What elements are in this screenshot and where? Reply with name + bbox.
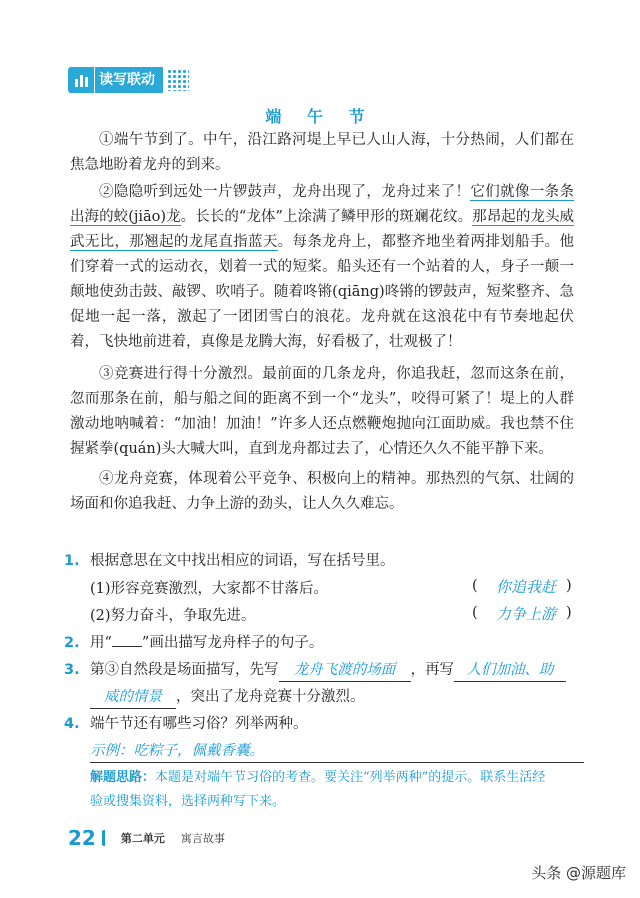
question-1-sub-2: (2)努力奋斗，争取先进。 [90, 608, 256, 624]
dots-decoration [167, 69, 189, 91]
question-3: 3. 第③自然段是场面描写，先写 龙舟飞渡的场面 ，再写 人们加油、助 [64, 659, 584, 682]
question-1: 1. 根据意思在文中找出相应的词语，写在括号里。 [64, 553, 395, 569]
answer-3-b: 人们加油、助 [454, 659, 566, 682]
book-icon [68, 67, 94, 93]
unit-label: 第二单元 [120, 832, 165, 845]
answer-3-b-cont: 威的情景 [90, 686, 176, 709]
answer-4: 示例：吃粽子，佩戴香囊。 [90, 743, 264, 759]
solution-tip: 解题思路：本题是对端午节习俗的考查。要关注“列举两种”的提示。联系生活经 验或搜集资料，选择两种写下来。 [90, 770, 546, 809]
question-4: 4. 端午节还有哪些习俗？列举两种。 [64, 716, 308, 732]
paragraph-4: ④龙舟竞赛，体现着公平竞争、积极向上的精神。那热烈的气氛、壮阔的场面和你追我赶、力争上游的劲头，让人久久难忘。 [70, 471, 574, 512]
footer [68, 826, 225, 850]
underlined-sentence-1: 它们就像一条条出海的蛟(jiāo)龙 [70, 184, 575, 225]
underline-sample [112, 646, 142, 647]
answer-3-a: 龙舟飞渡的场面 [279, 659, 411, 682]
paragraph-1: ①端午节到了。中午，沿江路河堤上早已人山人海，十分热闹，人们都在焦急地盼着龙舟的到来。 [70, 132, 574, 173]
question-2: 2. 用“ ”画出描写龙舟样子的句子。 [64, 635, 324, 651]
section-header [68, 67, 189, 93]
answer-1: 你追我赶 [495, 578, 556, 596]
answer-4-line [90, 762, 584, 763]
paragraph-3: ③竞赛进行得十分激烈。最前面的几条龙舟，你追我赶，忽而这条在前，忽而那条在前，船与船之间的距离不到一个“龙头”，咬得可紧了！堤上的人群激动地呐喊着：“加油！加油！”许多人还点燃鞭炮抛向江面助威。我也禁不住握紧拳(quán)头大喊大叫，直到龙舟都过去了，心情还久久不能平静下来。 [70, 366, 574, 457]
watermark: 头条 @源题库 [531, 864, 626, 882]
page-title: 端 午 节 [265, 107, 375, 126]
page-number: 22 [68, 826, 96, 850]
answer-box-2: ( [472, 605, 478, 621]
answer-box-1: ( [472, 578, 478, 594]
bookmark-icon [102, 830, 113, 846]
question-3-cont: 威的情景 ，突出了龙舟竞赛十分激烈。 [90, 686, 610, 709]
underlined-sentence-2: 那昂起的龙头威武无比，那翘起的龙尾直指蓝天 [70, 209, 575, 250]
unit-topic: 寓言故事 [180, 832, 225, 845]
section-label: 读写联动 [94, 67, 163, 93]
paragraph-2: ②隐隐听到远处一片锣鼓声，龙舟出现了，龙舟过来了！它们就像一条条出海的蛟(jiāo)龙。长长的“龙体”上涂满了鳞甲形的斑斓花纹。那昂起的龙头威武无比，那翘起的龙尾直指蓝天。每条龙舟上，都整齐地坐着两排划船手。他们穿着一式的运动衣，划着一式的短桨。船头还有一个站着的人，身子一颠一颠地使劲击鼓、敲锣、吹哨子。随着咚锵(qiāng)咚锵的锣鼓声，短桨整齐、急促地一起一落，激起了一团团雪白的浪花。龙舟就在这浪花中有节奏地起伏着，飞快地前进着，真像是龙腾大海，好看极了，壮观极了！ [70, 184, 575, 350]
answer-2: 力争上游 [495, 605, 556, 623]
question-1-sub-1: (1)形容竞赛激烈，大家都不甘落后。 [90, 581, 329, 597]
